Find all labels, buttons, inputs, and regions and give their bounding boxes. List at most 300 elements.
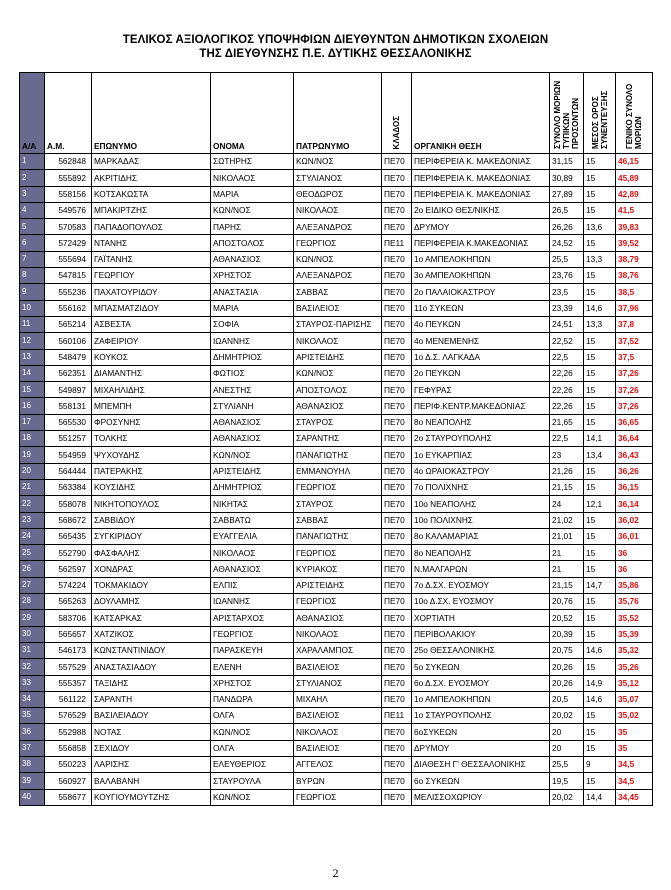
cell-father: ΘΕΟΔΩΡΟΣ: [294, 186, 382, 202]
cell-name: ΣΟΦΙΑ: [211, 316, 294, 332]
cell-position: ΓΕΦΥΡΑΣ: [412, 382, 550, 398]
cell-surname: ΧΑΤΖΙΚΟΣ: [92, 626, 211, 642]
table-row: [20, 724, 653, 740]
cell-am: 568672: [45, 512, 92, 528]
cell-branch: ΠΕ70: [382, 561, 412, 577]
cell-branch: ΠΕ70: [382, 724, 412, 740]
cell-typical: 23,39: [550, 300, 584, 316]
cell-name: ΝΙΚΟΛΑΟΣ: [211, 545, 294, 561]
cell-branch: ΠΕ70: [382, 496, 412, 512]
cell-total: 39,83: [616, 219, 653, 235]
table-row: [20, 170, 653, 186]
cell-interview: 15: [584, 626, 616, 642]
cell-position: 6οΣΥΚΕΩΝ: [412, 724, 550, 740]
cell-aa: 32: [20, 659, 45, 675]
cell-father: ΓΕΩΡΓΙΟΣ: [294, 594, 382, 610]
cell-typical: 21,15: [550, 577, 584, 593]
cell-position: 1ο ΑΜΠΕΛΟΚΗΠΩΝ: [412, 691, 550, 707]
cell-branch: ΠΕ70: [382, 740, 412, 756]
cell-father: ΝΙΚΟΛΑΟΣ: [294, 333, 382, 349]
cell-father: ΕΜΜΑΝΟΥΗΛ: [294, 463, 382, 479]
cell-total: 34,5: [616, 756, 653, 772]
cell-typical: 21: [550, 561, 584, 577]
cell-branch: ΠΕ70: [382, 398, 412, 414]
cell-typical: 21: [550, 545, 584, 561]
cell-surname: ΤΟΚΜΑΚΙΔΟΥ: [92, 577, 211, 593]
cell-typical: 22,5: [550, 431, 584, 447]
cell-total: 35,52: [616, 610, 653, 626]
column-header-surname: ΕΠΩΝΥΜΟ: [92, 73, 211, 154]
table-row: [20, 561, 653, 577]
cell-surname: ΜΠΕΜΠΗ: [92, 398, 211, 414]
column-header-father: ΠΑΤΡΩΝΥΜΟ: [294, 73, 382, 154]
cell-position: 2ο ΣΤΑΥΡΟΥΠΟΛΗΣ: [412, 431, 550, 447]
cell-name: ΜΑΡΙΑ: [211, 186, 294, 202]
cell-am: 565657: [45, 626, 92, 642]
cell-total: 37,8: [616, 316, 653, 332]
cell-interview: 15: [584, 186, 616, 202]
cell-am: 560106: [45, 333, 92, 349]
table-row: [20, 626, 653, 642]
cell-interview: 14,1: [584, 431, 616, 447]
cell-name: ΧΡΗΣΤΟΣ: [211, 675, 294, 691]
cell-typical: 22,26: [550, 398, 584, 414]
cell-branch: ΠΕ70: [382, 789, 412, 805]
cell-surname: ΚΟΥΓΙΟΥΜΟΥΤΖΗΣ: [92, 789, 211, 805]
cell-typical: 21,01: [550, 528, 584, 544]
cell-typical: 23,5: [550, 284, 584, 300]
cell-surname: ΠΑΤΕΡΑΚΗΣ: [92, 463, 211, 479]
cell-father: ΝΙΚΟΛΑΟΣ: [294, 626, 382, 642]
document-title-line1: ΤΕΛΙΚΟΣ ΑΞΙΟΛΟΓΙΚΟΣ ΥΠΟΨΗΦΙΩΝ ΔΙΕΥΘΥΝΤΩΝ ΔΗΜΟΤΙΚΩΝ ΣΧΟΛΕΙΩΝ: [122, 34, 549, 46]
cell-name: ΑΠΟΣΤΟΛΟΣ: [211, 235, 294, 251]
table-row: [20, 284, 653, 300]
cell-typical: 31,15: [550, 154, 584, 170]
cell-total: 37,26: [616, 382, 653, 398]
cell-am: 555236: [45, 284, 92, 300]
table-header-row: [20, 73, 653, 154]
table-row: [20, 235, 653, 251]
cell-father: ΣΤΥΛΙΑΝΟΣ: [294, 675, 382, 691]
candidates-table: [19, 72, 653, 806]
cell-typical: 20: [550, 724, 584, 740]
cell-branch: ΠΕ70: [382, 414, 412, 430]
cell-interview: 15: [584, 414, 616, 430]
cell-aa: 29: [20, 610, 45, 626]
cell-branch: ΠΕ70: [382, 333, 412, 349]
cell-aa: 1: [20, 154, 45, 170]
cell-interview: 13,3: [584, 316, 616, 332]
cell-name: ΝΙΚΗΤΑΣ: [211, 496, 294, 512]
cell-position: 4ο ΠΕΥΚΩΝ: [412, 316, 550, 332]
cell-surname: ΚΟΥΣΙΔΗΣ: [92, 479, 211, 495]
column-header-am: Α.Μ.: [45, 73, 92, 154]
cell-surname: ΑΝΑΣΤΑΣΙΑΔΟΥ: [92, 659, 211, 675]
cell-branch: ΠΕ70: [382, 349, 412, 365]
cell-typical: 21,65: [550, 414, 584, 430]
cell-branch: ΠΕ70: [382, 447, 412, 463]
table-row: [20, 268, 653, 284]
cell-total: 37,52: [616, 333, 653, 349]
column-header-interview: [584, 73, 616, 154]
cell-aa: 26: [20, 561, 45, 577]
column-header-total-label: ΓΕΝΙΚΟ ΣΥΝΟΛΟ ΜΟΡΙΩΝ: [625, 83, 643, 149]
cell-total: 35: [616, 724, 653, 740]
table-row: [20, 773, 653, 789]
cell-name: ΔΗΜΗΤΡΙΟΣ: [211, 349, 294, 365]
cell-father: ΓΕΩΡΓΙΟΣ: [294, 545, 382, 561]
cell-position: 4ο ΩΡΑΙΟΚΑΣΤΡΟΥ: [412, 463, 550, 479]
cell-father: ΒΥΡΩΝ: [294, 773, 382, 789]
cell-typical: 20,75: [550, 642, 584, 658]
cell-am: 558156: [45, 186, 92, 202]
cell-position: ΠΕΡΙΦ.ΚΕΝΤΡ.ΜΑΚΕΔΟΝΙΑΣ: [412, 398, 550, 414]
cell-am: 572429: [45, 235, 92, 251]
table-row: [20, 528, 653, 544]
cell-name: ΕΥΑΓΓΕΛΙΑ: [211, 528, 294, 544]
cell-typical: 25,5: [550, 756, 584, 772]
cell-surname: ΝΙΚΗΤΟΠΟΥΛΟΣ: [92, 496, 211, 512]
cell-typical: 26,26: [550, 219, 584, 235]
cell-position: 10ο ΝΕΑΠΟΛΗΣ: [412, 496, 550, 512]
table-row: [20, 789, 653, 805]
cell-total: 36,43: [616, 447, 653, 463]
cell-am: 558078: [45, 496, 92, 512]
cell-surname: ΦΑΣΦΑΛΗΣ: [92, 545, 211, 561]
cell-position: 1ο Δ.Σ. ΛΑΓΚΑΔΑ: [412, 349, 550, 365]
cell-name: ΦΩΤΙΟΣ: [211, 365, 294, 381]
cell-total: 41,5: [616, 202, 653, 218]
table-row: [20, 316, 653, 332]
cell-name: ΑΘΑΝΑΣΙΟΣ: [211, 251, 294, 267]
cell-aa: 15: [20, 382, 45, 398]
table-row: [20, 594, 653, 610]
cell-position: 6ο Δ.ΣΧ. ΕΥΟΣΜΟΥ: [412, 675, 550, 691]
cell-name: ΚΩΝ/ΝΟΣ: [211, 202, 294, 218]
cell-father: ΜΙΧΑΗΛ: [294, 691, 382, 707]
cell-typical: 20,26: [550, 675, 584, 691]
cell-surname: ΚΟΥΚΟΣ: [92, 349, 211, 365]
cell-am: 547815: [45, 268, 92, 284]
cell-position: ΜΕΛΙΣΣΟΧΩΡΙΟΥ: [412, 789, 550, 805]
cell-branch: ΠΕ70: [382, 431, 412, 447]
cell-position: ΠΕΡΙΦΕΡΕΙΑ Κ. ΜΑΚΕΔΟΝΙΑΣ: [412, 170, 550, 186]
table-row: [20, 463, 653, 479]
cell-surname: ΜΠΑΚΙΡΤΖΗΣ: [92, 202, 211, 218]
cell-typical: 20,76: [550, 594, 584, 610]
cell-interview: 14,4: [584, 789, 616, 805]
cell-surname: ΛΑΡΙΣΗΣ: [92, 756, 211, 772]
cell-typical: 20,02: [550, 708, 584, 724]
cell-surname: ΚΟΤΣΑΚΩΣΤΑ: [92, 186, 211, 202]
cell-position: 3ο ΑΜΠΕΛΟΚΗΠΩΝ: [412, 268, 550, 284]
table-row: [20, 251, 653, 267]
cell-total: 36: [616, 561, 653, 577]
cell-branch: ΠΕ70: [382, 382, 412, 398]
cell-position: Ν.ΜΑΛΓΑΡΩΝ: [412, 561, 550, 577]
cell-typical: 26,5: [550, 202, 584, 218]
cell-father: ΒΑΣΙΛΕΙΟΣ: [294, 708, 382, 724]
table-row: [20, 545, 653, 561]
cell-total: 39,52: [616, 235, 653, 251]
cell-branch: ΠΕ70: [382, 577, 412, 593]
cell-position: 25ο ΘΕΣΣΑΛΟΝΙΚΗΣ: [412, 642, 550, 658]
table-row: [20, 675, 653, 691]
cell-total: 36,65: [616, 414, 653, 430]
cell-am: 565530: [45, 414, 92, 430]
cell-branch: ΠΕ70: [382, 626, 412, 642]
cell-aa: 10: [20, 300, 45, 316]
cell-total: 34,45: [616, 789, 653, 805]
cell-aa: 7: [20, 251, 45, 267]
column-header-interview-label: ΜΕΣΟΣ ΟΡΟΣ ΣΥΝΕΝΤΕΥΞΗΣ: [590, 90, 609, 149]
cell-interview: 13,6: [584, 219, 616, 235]
cell-typical: 24,51: [550, 316, 584, 332]
cell-branch: ΠΕ70: [382, 300, 412, 316]
table-row: [20, 398, 653, 414]
cell-aa: 25: [20, 545, 45, 561]
cell-name: ΣΤΑΥΡΟΥΛΑ: [211, 773, 294, 789]
table-row: [20, 382, 653, 398]
table-row: [20, 740, 653, 756]
cell-surname: ΤΟΛΚΗΣ: [92, 431, 211, 447]
cell-position: 7ο ΠΟΛΙΧΝΗΣ: [412, 479, 550, 495]
cell-total: 38,79: [616, 251, 653, 267]
cell-father: ΚΥΡΙΑΚΟΣ: [294, 561, 382, 577]
cell-position: 8ο ΚΑΛΑΜΑΡΙΑΣ: [412, 528, 550, 544]
cell-surname: ΣΥΓΚΙΡΙΔΟΥ: [92, 528, 211, 544]
cell-father: ΑΛΕΞΑΝΔΡΟΣ: [294, 268, 382, 284]
cell-am: 561122: [45, 691, 92, 707]
cell-am: 555892: [45, 170, 92, 186]
cell-aa: 13: [20, 349, 45, 365]
cell-name: ΧΡΗΣΤΟΣ: [211, 268, 294, 284]
cell-name: ΠΑΝΔΩΡΑ: [211, 691, 294, 707]
cell-aa: 11: [20, 316, 45, 332]
cell-am: 552988: [45, 724, 92, 740]
cell-father: ΠΑΝΑΓΙΩΤΗΣ: [294, 447, 382, 463]
cell-name: ΚΩΝ/ΝΟΣ: [211, 789, 294, 805]
cell-am: 556858: [45, 740, 92, 756]
cell-total: 36,64: [616, 431, 653, 447]
cell-surname: ΒΑΣΙΛΕΙΑΔΟΥ: [92, 708, 211, 724]
cell-position: 10ο Δ.ΣΧ. ΕΥΟΣΜΟΥ: [412, 594, 550, 610]
cell-position: 1ο ΣΤΑΥΡΟΥΠΟΛΗΣ: [412, 708, 550, 724]
cell-interview: 14,7: [584, 577, 616, 593]
cell-name: ΚΩΝ/ΝΟΣ: [211, 724, 294, 740]
cell-name: ΕΛΕΥΘΕΡΙΟΣ: [211, 756, 294, 772]
cell-branch: ΠΕ70: [382, 545, 412, 561]
cell-branch: ΠΕ11: [382, 708, 412, 724]
column-header-position: ΟΡΓΑΝΙΚΗ ΘΕΣΗ: [412, 73, 550, 154]
table-row: [20, 496, 653, 512]
cell-aa: 9: [20, 284, 45, 300]
cell-branch: ΠΕ70: [382, 642, 412, 658]
table-row: [20, 365, 653, 381]
cell-am: 574224: [45, 577, 92, 593]
cell-am: 583706: [45, 610, 92, 626]
cell-total: 46,15: [616, 154, 653, 170]
cell-surname: ΨΥΧΟΥΔΗΣ: [92, 447, 211, 463]
cell-interview: 15: [584, 235, 616, 251]
cell-father: ΣΑΒΒΑΣ: [294, 512, 382, 528]
cell-branch: ΠΕ11: [382, 235, 412, 251]
table-row: [20, 512, 653, 528]
cell-total: 35,86: [616, 577, 653, 593]
cell-am: 562351: [45, 365, 92, 381]
cell-am: 564444: [45, 463, 92, 479]
column-header-typical: [550, 73, 584, 154]
cell-interview: 15: [584, 773, 616, 789]
cell-interview: 15: [584, 594, 616, 610]
cell-total: 37,96: [616, 300, 653, 316]
cell-interview: 14,6: [584, 691, 616, 707]
cell-name: ΠΑΡΗΣ: [211, 219, 294, 235]
cell-interview: 15: [584, 512, 616, 528]
cell-father: ΠΑΝΑΓΙΩΤΗΣ: [294, 528, 382, 544]
cell-typical: 21,26: [550, 463, 584, 479]
cell-typical: 30,89: [550, 170, 584, 186]
cell-total: 45,89: [616, 170, 653, 186]
cell-interview: 15: [584, 333, 616, 349]
cell-name: ΕΛΠΙΣ: [211, 577, 294, 593]
cell-position: 11ο ΣΥΚΕΩΝ: [412, 300, 550, 316]
cell-aa: 3: [20, 186, 45, 202]
table-row: [20, 349, 653, 365]
column-header-branch-label: ΚΛΑΔΟΣ: [392, 115, 401, 149]
cell-surname: ΔΟΥΛΑΜΗΣ: [92, 594, 211, 610]
cell-typical: 22,26: [550, 382, 584, 398]
cell-branch: ΠΕ70: [382, 691, 412, 707]
cell-father: ΚΩΝ/ΝΟΣ: [294, 365, 382, 381]
cell-position: ΧΟΡΤΙΑΤΗ: [412, 610, 550, 626]
cell-typical: 27,89: [550, 186, 584, 202]
cell-father: ΑΘΑΝΑΣΙΟΣ: [294, 398, 382, 414]
cell-name: ΟΛΓΑ: [211, 740, 294, 756]
cell-name: ΑΘΑΝΑΣΙΟΣ: [211, 414, 294, 430]
cell-aa: 27: [20, 577, 45, 593]
cell-father: ΑΠΟΣΤΟΛΟΣ: [294, 382, 382, 398]
table-row: [20, 219, 653, 235]
cell-name: ΙΩΑΝΝΗΣ: [211, 333, 294, 349]
cell-branch: ΠΕ70: [382, 512, 412, 528]
cell-aa: 17: [20, 414, 45, 430]
cell-father: ΧΑΡΑΛΑΜΠΟΣ: [294, 642, 382, 658]
cell-name: ΣΤΥΛΙΑΝΗ: [211, 398, 294, 414]
cell-position: 5ο ΣΥΚΕΩΝ: [412, 659, 550, 675]
cell-interview: 15: [584, 154, 616, 170]
cell-total: 36,01: [616, 528, 653, 544]
cell-aa: 8: [20, 268, 45, 284]
cell-am: 546173: [45, 642, 92, 658]
cell-position: 1ο ΑΜΠΕΛΟΚΗΠΩΝ: [412, 251, 550, 267]
cell-position: ΔΙΑΘΕΣΗ Γ' ΘΕΣΣΑΛΟΝΙΚΗΣ: [412, 756, 550, 772]
cell-name: ΑΝΕΣΤΗΣ: [211, 382, 294, 398]
cell-father: ΚΩΝ/ΝΟΣ: [294, 251, 382, 267]
cell-aa: 39: [20, 773, 45, 789]
cell-position: ΠΕΡΙΦΕΡΕΙΑ Κ. ΜΑΚΕΔΟΝΙΑΣ: [412, 154, 550, 170]
cell-branch: ΠΕ70: [382, 284, 412, 300]
cell-typical: 25,5: [550, 251, 584, 267]
cell-position: 10ο ΠΟΛΙΧΝΗΣ: [412, 512, 550, 528]
cell-total: 36: [616, 545, 653, 561]
cell-interview: 15: [584, 398, 616, 414]
cell-am: 570583: [45, 219, 92, 235]
cell-branch: ΠΕ70: [382, 170, 412, 186]
table-row: [20, 447, 653, 463]
cell-interview: 14,6: [584, 642, 616, 658]
cell-total: 36,15: [616, 479, 653, 495]
cell-name: ΑΘΑΝΑΣΙΟΣ: [211, 561, 294, 577]
cell-typical: 24,52: [550, 235, 584, 251]
cell-typical: 20,39: [550, 626, 584, 642]
cell-branch: ΠΕ70: [382, 268, 412, 284]
cell-am: 556162: [45, 300, 92, 316]
cell-aa: 16: [20, 398, 45, 414]
cell-am: 554959: [45, 447, 92, 463]
cell-am: 558677: [45, 789, 92, 805]
cell-name: ΙΩΑΝΝΗΣ: [211, 594, 294, 610]
cell-total: 35: [616, 740, 653, 756]
cell-aa: 35: [20, 708, 45, 724]
cell-am: 550223: [45, 756, 92, 772]
cell-am: 562597: [45, 561, 92, 577]
cell-am: 560927: [45, 773, 92, 789]
cell-branch: ΠΕ70: [382, 219, 412, 235]
cell-interview: 15: [584, 545, 616, 561]
cell-position: 8ο ΝΕΑΠΟΛΗΣ: [412, 414, 550, 430]
cell-surname: ΝΤΑΝΗΣ: [92, 235, 211, 251]
cell-surname: ΜΙΧΑΗΛΙΔΗΣ: [92, 382, 211, 398]
cell-surname: ΜΠΑΣΜΑΤΖΙΔΟΥ: [92, 300, 211, 316]
cell-father: ΓΕΩΡΓΙΟΣ: [294, 235, 382, 251]
cell-branch: ΠΕ70: [382, 154, 412, 170]
cell-aa: 28: [20, 594, 45, 610]
cell-branch: ΠΕ70: [382, 316, 412, 332]
table-row: [20, 577, 653, 593]
cell-father: ΣΤΑΥΡΟΣ-ΠΑΡΙΣΗΣ: [294, 316, 382, 332]
cell-total: 35,02: [616, 708, 653, 724]
cell-interview: 15: [584, 724, 616, 740]
cell-typical: 20,52: [550, 610, 584, 626]
cell-name: ΔΗΜΗΤΡΙΟΣ: [211, 479, 294, 495]
cell-branch: ΠΕ70: [382, 675, 412, 691]
cell-position: 2ο ΠΑΛΑΙΟΚΑΣΤΡΟΥ: [412, 284, 550, 300]
cell-branch: ΠΕ70: [382, 610, 412, 626]
column-header-total: [616, 73, 653, 154]
cell-father: ΑΘΑΝΑΣΙΟΣ: [294, 610, 382, 626]
cell-total: 34,5: [616, 773, 653, 789]
cell-am: 558131: [45, 398, 92, 414]
cell-branch: ΠΕ70: [382, 365, 412, 381]
cell-interview: 15: [584, 349, 616, 365]
table-row: [20, 333, 653, 349]
cell-aa: 20: [20, 463, 45, 479]
cell-interview: 9: [584, 756, 616, 772]
cell-am: 555357: [45, 675, 92, 691]
cell-position: 8ο ΝΕΑΠΟΛΗΣ: [412, 545, 550, 561]
cell-branch: ΠΕ70: [382, 528, 412, 544]
cell-father: ΒΑΣΙΛΕΙΟΣ: [294, 740, 382, 756]
cell-aa: 34: [20, 691, 45, 707]
cell-position: ΠΕΡΙΦΕΡΕΙΑ Κ.ΜΑΚΕΔΟΝΙΑΣ: [412, 235, 550, 251]
cell-typical: 22,52: [550, 333, 584, 349]
cell-total: 35,26: [616, 659, 653, 675]
table-row: [20, 479, 653, 495]
cell-surname: ΔΙΑΜΑΝΤΗΣ: [92, 365, 211, 381]
cell-father: ΑΓΓΕΛΟΣ: [294, 756, 382, 772]
cell-father: ΝΙΚΟΛΑΟΣ: [294, 202, 382, 218]
